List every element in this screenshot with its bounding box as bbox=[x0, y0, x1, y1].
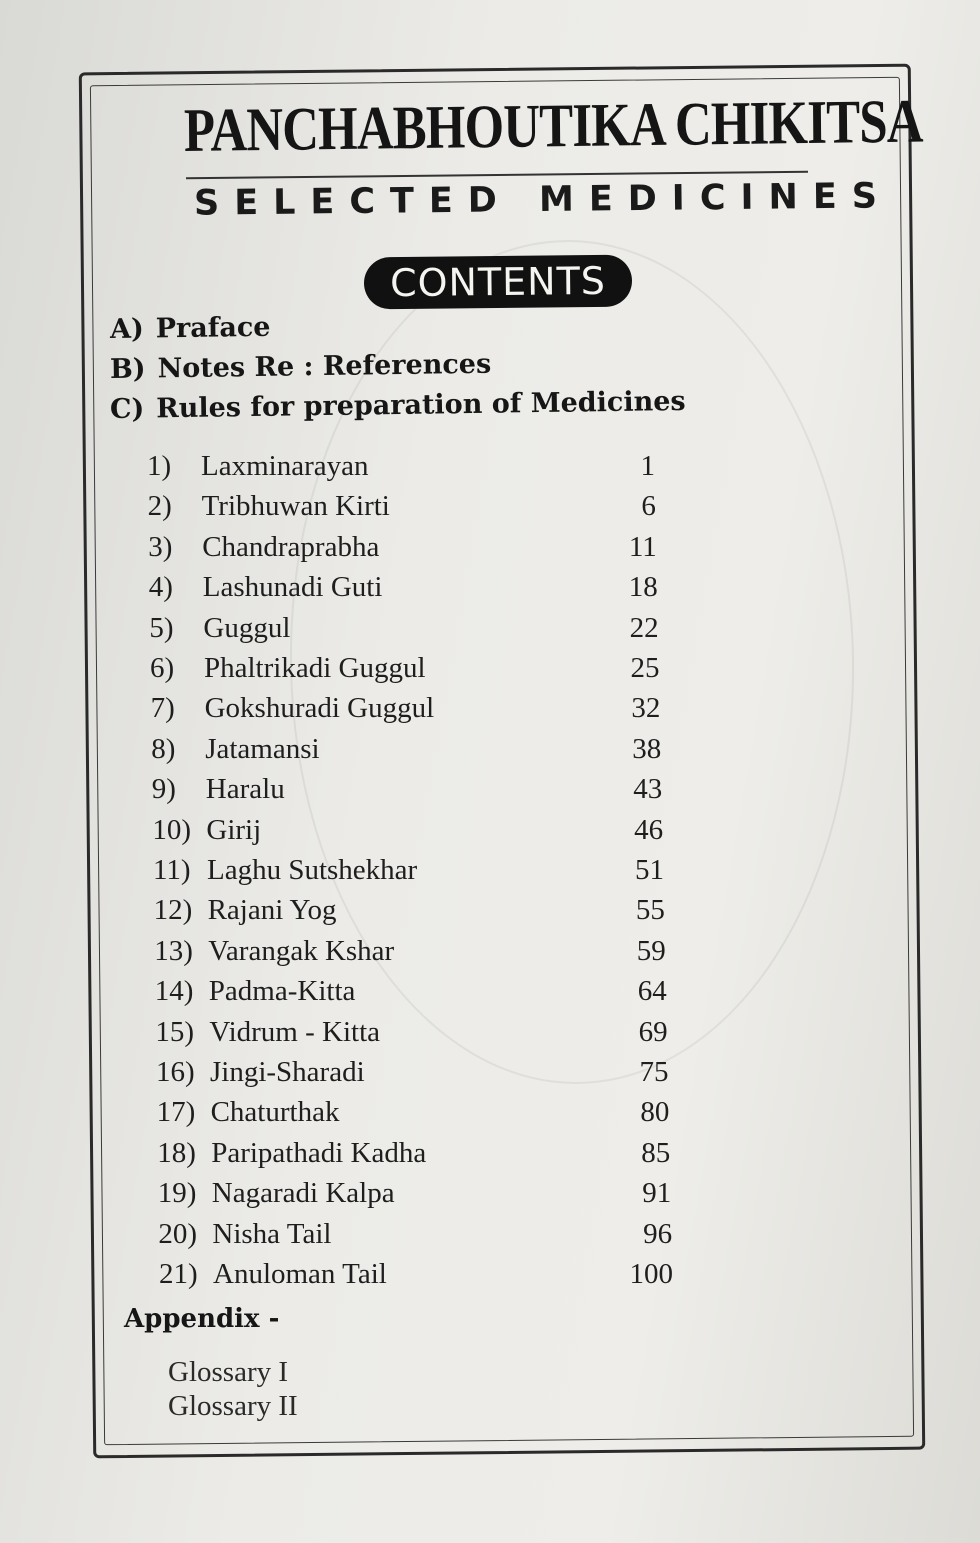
toc-entry-title: Jingi-Sharadi bbox=[210, 1056, 365, 1088]
toc-entry-page: 59 bbox=[636, 934, 666, 967]
contents-heading: CONTENTS bbox=[364, 255, 633, 310]
section-preface bbox=[110, 312, 271, 345]
appendix-item-glossary-1: Glossary I bbox=[168, 1356, 289, 1388]
toc-entry-number: 21) bbox=[159, 1258, 198, 1290]
toc-entry-number: 5) bbox=[149, 611, 174, 644]
toc-entry-title: Gokshuradi Guggul bbox=[204, 692, 435, 725]
toc-entry bbox=[155, 973, 677, 1009]
toc-entry-number: 18) bbox=[157, 1136, 196, 1169]
toc-entry bbox=[153, 852, 674, 888]
toc-entry-page: 25 bbox=[630, 652, 660, 684]
toc-entry bbox=[155, 1014, 677, 1050]
toc-entry-page: 32 bbox=[631, 692, 661, 725]
toc-entry-page: 91 bbox=[642, 1177, 672, 1210]
toc-entry-number: 14) bbox=[154, 975, 194, 1008]
appendix-heading: Appendix - bbox=[124, 1304, 280, 1334]
toc-entry-page: 38 bbox=[632, 732, 662, 765]
toc-entry-number: 19) bbox=[157, 1177, 197, 1210]
toc-entry bbox=[158, 1175, 681, 1211]
toc-entry-page: 85 bbox=[641, 1136, 671, 1169]
toc-entry-number: 9) bbox=[151, 773, 176, 806]
toc-entry-page: 43 bbox=[633, 773, 663, 806]
toc-entry-number: 17) bbox=[156, 1096, 196, 1129]
toc-entry-number: 13) bbox=[154, 934, 193, 967]
toc-entry-title: Anuloman Tail bbox=[213, 1258, 387, 1290]
toc-entry bbox=[148, 529, 667, 565]
toc-entry bbox=[154, 892, 675, 928]
toc-entry-title: Nagaradi Kalpa bbox=[211, 1177, 395, 1210]
toc-entry-title: Phaltrikadi Guggul bbox=[204, 652, 426, 684]
toc-entry-title: Laxminarayan bbox=[201, 450, 369, 482]
toc-entry-title: Chaturthak bbox=[210, 1096, 340, 1129]
toc-entry-number: 2) bbox=[147, 490, 172, 523]
toc-entry-number: 11) bbox=[153, 854, 191, 886]
section-letter: B) bbox=[109, 353, 146, 385]
toc-entry bbox=[147, 448, 665, 484]
toc-entry bbox=[150, 650, 670, 686]
toc-entry-page: 100 bbox=[629, 1258, 673, 1290]
toc-entry-title: Jatamansi bbox=[205, 732, 320, 765]
toc-entry bbox=[159, 1256, 683, 1292]
toc-entry bbox=[154, 933, 676, 969]
toc-entry-page: 64 bbox=[637, 975, 667, 1008]
toc-entry-number: 8) bbox=[151, 732, 176, 765]
toc-entry bbox=[152, 771, 672, 807]
toc-entry-number: 6) bbox=[150, 652, 175, 684]
toc-entry-title: Chandraprabha bbox=[202, 530, 380, 563]
toc-entry-title: Guggul bbox=[203, 611, 291, 644]
toc-entry bbox=[152, 812, 673, 848]
toc-entry-title: Vidrum - Kitta bbox=[209, 1015, 381, 1048]
toc-entry-title: Laghu Sutshekhar bbox=[207, 854, 418, 886]
toc-entry-number: 4) bbox=[148, 571, 173, 604]
toc-entry-page: 1 bbox=[640, 450, 655, 482]
toc-entry-page: 22 bbox=[629, 611, 659, 644]
toc-entry-title: Tribhuwan Kirti bbox=[201, 490, 390, 523]
book-title: PANCHABHOUTIKA CHIKITSA bbox=[183, 87, 923, 165]
toc-entry-number: 10) bbox=[152, 813, 192, 846]
toc-entry-page: 11 bbox=[628, 530, 657, 563]
toc-entry-page: 6 bbox=[641, 490, 656, 523]
section-label: Rules for preparation of Medicines bbox=[156, 385, 686, 425]
toc-entry bbox=[148, 488, 666, 524]
section-label: Notes Re : References bbox=[157, 348, 492, 385]
toc-entry-number: 20) bbox=[158, 1217, 198, 1250]
toc-entry-page: 96 bbox=[643, 1217, 673, 1250]
toc-entry-page: 69 bbox=[638, 1015, 668, 1048]
toc-entry-page: 55 bbox=[635, 894, 665, 927]
toc-entry bbox=[151, 731, 671, 767]
section-letter: C) bbox=[109, 393, 145, 425]
toc-entry-number: 1) bbox=[147, 450, 172, 482]
toc-entry-page: 46 bbox=[634, 813, 664, 846]
section-label: Praface bbox=[155, 311, 271, 345]
toc-entry bbox=[156, 1054, 679, 1090]
toc-entry-title: Nisha Tail bbox=[212, 1217, 332, 1250]
toc-entry-page: 51 bbox=[635, 854, 664, 886]
toc-entry-number: 12) bbox=[153, 894, 193, 927]
toc-entry-title: Varangak Kshar bbox=[208, 934, 395, 967]
toc-entry-number: 7) bbox=[150, 692, 175, 725]
toc-entry-title: Haralu bbox=[205, 773, 285, 806]
toc-entry bbox=[149, 569, 668, 605]
toc-entry bbox=[157, 1094, 680, 1130]
section-references bbox=[110, 349, 492, 385]
toc-entry-page: 80 bbox=[640, 1096, 670, 1129]
toc-entry bbox=[149, 610, 668, 646]
book-subtitle: SELECTED MEDICINES bbox=[193, 176, 893, 224]
toc-entry bbox=[158, 1216, 682, 1252]
toc-entry-title: Rajani Yog bbox=[207, 894, 337, 927]
toc-entry-page: 75 bbox=[639, 1056, 669, 1088]
toc-entry-title: Padma-Kitta bbox=[208, 975, 356, 1008]
toc-entry-number: 16) bbox=[156, 1056, 195, 1088]
toc-entry-title: Paripathadi Kadha bbox=[211, 1136, 427, 1169]
toc-entry-page: 18 bbox=[628, 571, 658, 604]
toc-entry bbox=[151, 690, 671, 726]
toc-entry-number: 3) bbox=[148, 530, 173, 563]
toc-entry-title: Lashunadi Guti bbox=[202, 571, 383, 604]
toc-entry bbox=[157, 1135, 680, 1171]
appendix-item-glossary-2: Glossary II bbox=[168, 1390, 298, 1422]
toc-entry-title: Girij bbox=[206, 813, 262, 846]
section-letter: A) bbox=[109, 313, 144, 345]
toc-entry-number: 15) bbox=[155, 1015, 195, 1048]
